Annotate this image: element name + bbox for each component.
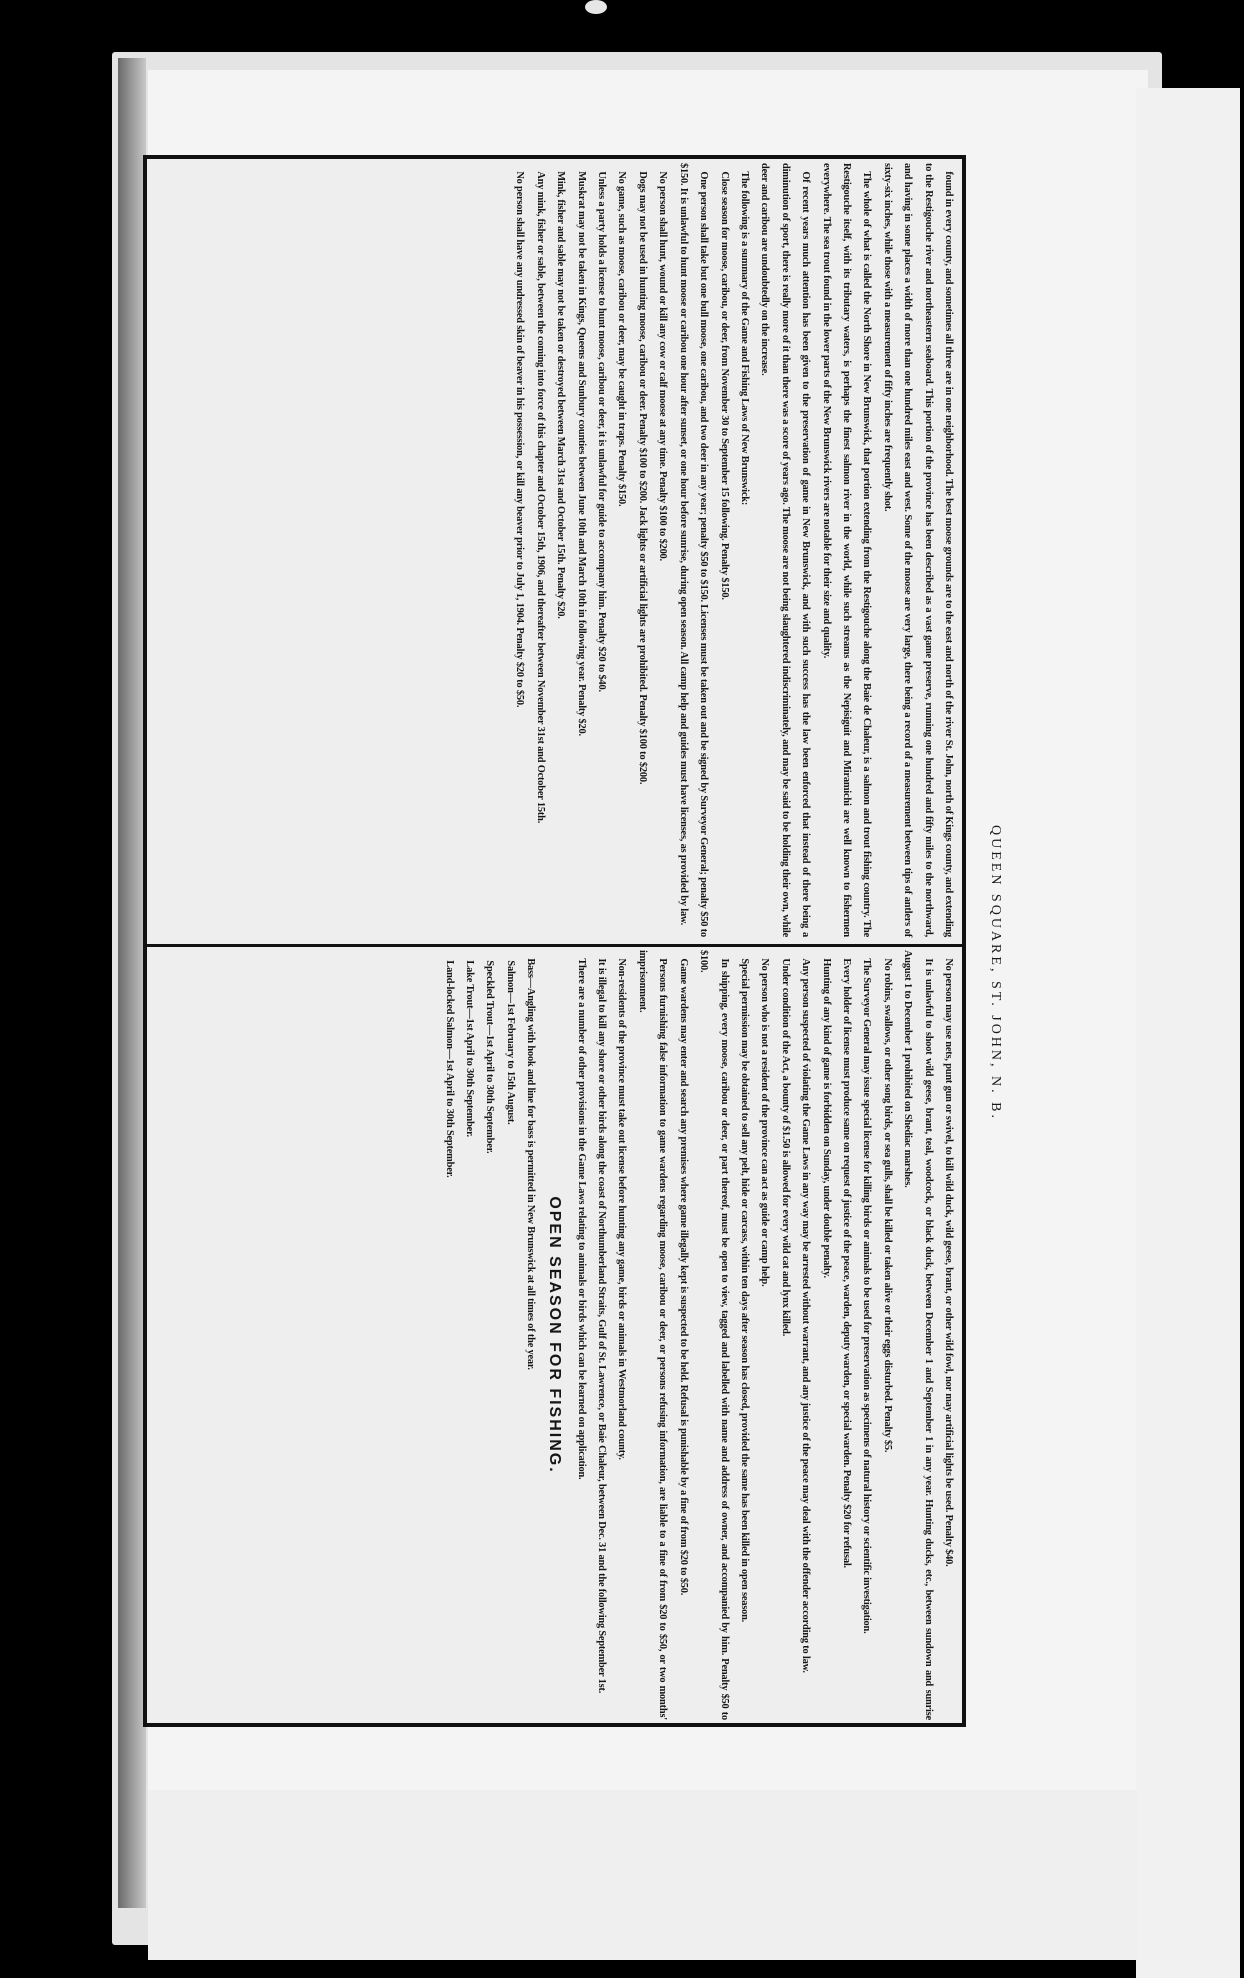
column-divider-rule — [147, 944, 962, 947]
fishing-season-item: Salmon—1st February to 15th August. — [504, 960, 516, 1125]
paragraph: Every holder of license must produce same on request of justice of the peace, warden, deputy warden, or special warden. Penalty $20 for refusal. — [840, 958, 852, 1568]
ink-blot — [585, 0, 607, 14]
paragraph: Dogs may not be used in hunting moose, caribou or deer. Penalty $100 to $200. Jack lights or artificial lights are prohibited. Penalty $100 to $200. — [636, 171, 648, 785]
paragraph: It is unlawful to shoot wild geese, brant, teal, woodcock, or black duck, between December 1 and September 1 in any year. Hunting ducks, etc., between sundown and sunrise August 1 to December 1 prohibited on Shediac marshes. — [902, 950, 934, 1720]
paragraph: Hunting of any kind of game is forbidden on Sunday, under double penalty. — [820, 958, 832, 1278]
paragraph: Special permission may be obtained to sell any pelt, hide or carcass, within ten days after season has closed, provided the same has been killed in open season. — [738, 958, 750, 1623]
paragraph: One person shall take but one bull moose, one caribou, and two deer in any year; penalty $50 to $150. Licenses must be taken out and be signed by Surveyor General; penalty $50 to $150. It is unlawful to hunt moose or caribou one hour after sunset, or one hour before sunrise, during open season. All camp help and guides must have licenses, as provided by law. — [677, 163, 710, 937]
paragraph: Any person suspected of violating the Game Laws in any way may be arrested without warrant, and any justice of the peace may deal with the offender according to law. — [800, 958, 812, 1673]
paragraph: Game wardens may enter and search any premises where game illegally kept is suspected to be held. Refusal is punishable by a fine of from $20 to $50. — [677, 958, 689, 1596]
paragraph: No person shall have any undressed skin of beaver in his possession, or kill any beaver prior to July 1, 1904. Penalty $20 to $50. — [514, 171, 526, 708]
paragraph: No robins, swallows, or other song birds, or sea gulls, shall be killed or taken alive or their eggs disturbed. Penalty $5. — [881, 958, 893, 1453]
fishing-season-item: Lake Trout—1st April to 30th September. — [464, 960, 476, 1137]
fishing-intro: Bass—Angling with hook and line for bass is permitted in New Brunswick at all times of the year. — [525, 958, 537, 1370]
paragraph: No game, such as moose, caribou or deer, may be caught in traps. Penalty $150. — [616, 171, 628, 507]
paragraph: No person shall hunt, wound or kill any cow or calf moose at any time. Penalty $100 to $200. — [657, 171, 669, 561]
paragraph: Any mink, fisher or sable, between the coming into force of this chapter and October 15th, 1906, and thereafter between November 31st and October 15th. — [534, 171, 546, 824]
paragraph: There are a number of other provisions in the Game Laws relating to animals or birds which can be learned on application. — [575, 958, 587, 1480]
fishing-season-item: Land-locked Salmon—1st April to 30th September. — [443, 960, 455, 1178]
paragraph: Under condition of the Act, a bounty of $1.50 is allowed for every wild cat and lynx killed. — [779, 958, 791, 1337]
paragraph: Non-residents of the province must take out license before hunting any game, birds or animals in Westmorland county. — [616, 958, 628, 1460]
paragraph: In shipping, every moose, caribou or deer, or part thereof, must be open to view, tagged and labelled with name and address of owner, and accompanied by him. Penalty $50 to $100. — [698, 950, 730, 1720]
paragraph: Close season for moose, caribou, or deer, from November 30 to September 15 following. Penalty $150. — [718, 171, 730, 600]
fishing-season-item: Speckled Trout—1st April to 30th September. — [484, 960, 496, 1154]
paragraph: Persons furnishing false information to game wardens regarding moose, caribou or deer, or persons refusing information, are liable to a fine of from $20 to $50, or two months' imprisonment. — [636, 950, 669, 1720]
running-head: QUEEN SQUARE, ST. JOHN, N. B. — [988, 825, 1003, 1121]
paragraph: Muskrat may not be taken in Kings, Queens and Sunbury counties between June 10th and March 10th in following year. Penalty $20. — [575, 171, 587, 736]
paragraph: Mink, fisher and sable may not be taken or destroyed between March 31st and October 15th. Penalty $20. — [555, 171, 567, 619]
paragraph: It is illegal to kill any shore or other birds along the coast of Northumberland Straits, Gulf of St. Lawrence, or Baie Chaleur, between Dec. 31 and the following September 1st. — [596, 958, 608, 1694]
game-laws-article-upper — [158, 163, 958, 937]
page-bottom-strip — [148, 1790, 1138, 1960]
binding-shadow — [118, 58, 146, 1908]
fishing-section-heading: OPEN SEASON FOR FISHING. — [546, 1196, 564, 1474]
paragraph: Of recent years much attention has been given to the preservation of game in New Brunswick, and with such success has the law been enforced that instead of there being a diminution of sport, there is really more of it than there was a score of years ago. The moose are not being slaughtered indiscriminately, and may be said to be holding their own, while deer and caribou are undoubtedly on the increase. — [759, 163, 812, 937]
paragraph: Unless a party holds a license to hunt moose, caribou or deer, it is unlawful for guide to accompany him. Penalty $20 to $40. — [596, 171, 608, 692]
page-right-margin — [1136, 88, 1240, 1978]
paragraph: The Surveyor General may issue special license for killing birds or animals to be used for preservation as specimens of natural history or scientific investigation. — [861, 958, 873, 1634]
paragraph: The whole of what is called the North Shore in New Brunswick, that portion extending from the Restigouche along the Baie de Chaleur, is a salmon and trout fishing country. The Restigouche itself, with its tributary waters, is perhaps the finest salmon river in the world, while such streams as the Nepisiguit and Miramichi are well known to fishermen everywhere. The sea trout found in the lower parts of the New Brunswick rivers are notable for their size and quality. — [820, 163, 873, 937]
paragraph: found in every county, and sometimes all three are in one neighborhood. The best moose grounds are to the east and north of the river St. John, north of Kings county, and extending to the Restigouche river and northeastern seaboard. This portion of the province has been described as a vast game preserve, running one hundred and fifty miles to the northward, and having in some places a width of more than one hundred miles east and west. Some of the moose are very large, there being a record of a measurement between tips of antlers of sixty-six inches, while those with a measurement of fifty inches are frequently shot. — [881, 163, 954, 937]
paragraph: No person who is not a resident of the province can act as guide or camp help. — [759, 958, 771, 1287]
paragraph: The following is a summary of the Game and Fishing Laws of New Brunswick: — [738, 171, 750, 506]
game-laws-article-lower — [158, 950, 958, 1720]
paragraph: No person may use nets, punt gun or swivel, to kill wild duck, wild geese, brant, or other wild fowl, nor may artificial lights be used. Penalty $40. — [943, 958, 954, 1567]
